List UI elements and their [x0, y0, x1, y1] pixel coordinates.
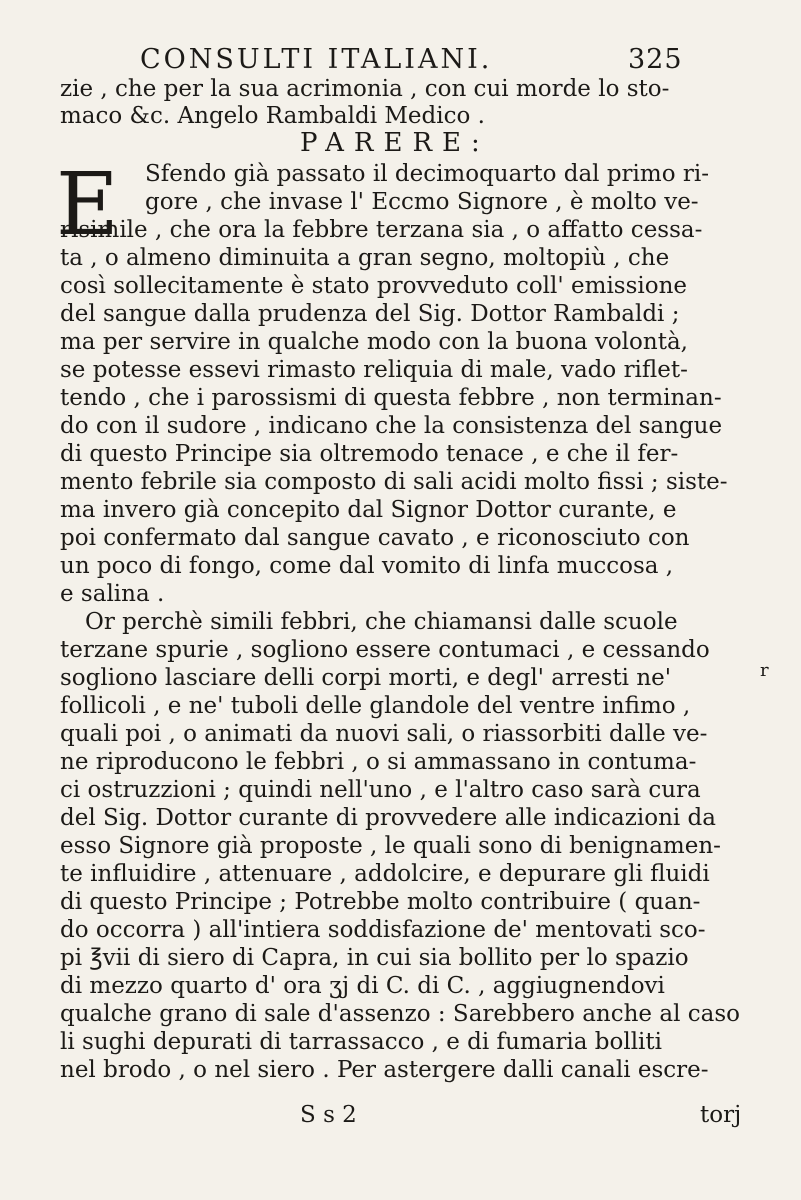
text-line: pi ℥vii di siero di Capra, in cui sia bollito per lo spazio	[60, 945, 689, 971]
text-line: Sfendo già passato il decimoquarto dal primo ri-	[145, 161, 709, 187]
text-line: ta , o almeno diminuita a gran segno, moltopiù , che	[60, 245, 670, 271]
text-line: esso Signore già proposte , le quali sono di benignamen-	[60, 833, 721, 859]
text-line: un poco di fongo, come dal vomito di linfa muccosa ,	[60, 553, 674, 579]
text-line: sogliono lasciare delli corpi morti, e degl' arresti ne'	[60, 665, 672, 691]
text-line: mento febrile sia composto di sali acidi molto fissi ; siste-	[60, 469, 728, 495]
text-line: follicoli , e ne' tuboli delle glandole del ventre infimo ,	[60, 693, 691, 719]
text-line: tendo , che i parossismi di questa febbre , non terminan-	[60, 385, 722, 411]
text-line: così sollecitamente è stato provveduto coll' emissione	[60, 273, 688, 299]
text-line: terzane spurie , sogliono essere contumaci , e cessando	[60, 637, 710, 663]
text-line: qualche grano di sale d'assenzo : Sarebbero anche al caso	[60, 1001, 740, 1027]
catchword: torj	[700, 1102, 742, 1128]
section-title: PARERE:	[300, 128, 490, 158]
text-line: di mezzo quarto d' ora ʒj di C. di C. , aggiugnendovi	[60, 973, 665, 999]
text-line: Or perchè simili febbri, che chiamansi dalle scuole	[85, 609, 678, 635]
text-line: risimile , che ora la febbre terzana sia , o affatto cessa-	[60, 217, 703, 243]
text-line: maco &c. Angelo Rambaldi Medico .	[60, 103, 485, 129]
text-line: nel brodo , o nel siero . Per astergere dalli canali escre-	[60, 1057, 709, 1083]
text-line: di questo Principe ; Potrebbe molto contribuire ( quan-	[60, 889, 701, 915]
drop-capital: E	[56, 155, 119, 255]
text-line: do con il sudore , indicano che la consistenza del sangue	[60, 413, 723, 439]
text-line: e salina .	[60, 581, 165, 607]
text-line: gore , che invase l' Eccmo Signore , è molto ve-	[145, 189, 699, 215]
text-line: se potesse essevi rimasto reliquia di male, vado riflet-	[60, 357, 688, 383]
text-line: do occorra ) all'intiera soddisfazione de' mentovati sco-	[60, 917, 706, 943]
running-title: CONSULTI ITALIANI.	[140, 44, 493, 75]
text-line: ne riproducono le febbri , o si ammassano in contuma-	[60, 749, 697, 775]
text-line: poi confermato dal sangue cavato , e riconosciuto con	[60, 525, 690, 551]
text-line: quali poi , o animati da nuovi sali, o riassorbiti dalle ve-	[60, 721, 708, 747]
margin-mark: r	[760, 660, 769, 681]
text-line: ma per servire in qualche modo con la buona volontà,	[60, 329, 688, 355]
text-line: del Sig. Dottor curante di provvedere alle indicazioni da	[60, 805, 716, 831]
text-line: del sangue dalla prudenza del Sig. Dottor Rambaldi ;	[60, 301, 680, 327]
text-line: ci ostruzzioni ; quindi nell'uno , e l'altro caso sarà cura	[60, 777, 701, 803]
page-number: 325	[628, 44, 683, 75]
text-line: li sughi depurati di tarrassacco , e di fumaria bolliti	[60, 1029, 663, 1055]
text-line: zie , che per la sua acrimonia , con cui morde lo sto-	[60, 76, 670, 102]
text-line: te influidire , attenuare , addolcire, e depurare gli fluidi	[60, 861, 710, 887]
text-line: di questo Principe sia oltremodo tenace , e che il fer-	[60, 441, 679, 467]
running-header	[140, 44, 760, 75]
text-line: ma invero già concepito dal Signor Dottor curante, e	[60, 497, 677, 523]
signature-mark: S s 2	[300, 1102, 357, 1128]
